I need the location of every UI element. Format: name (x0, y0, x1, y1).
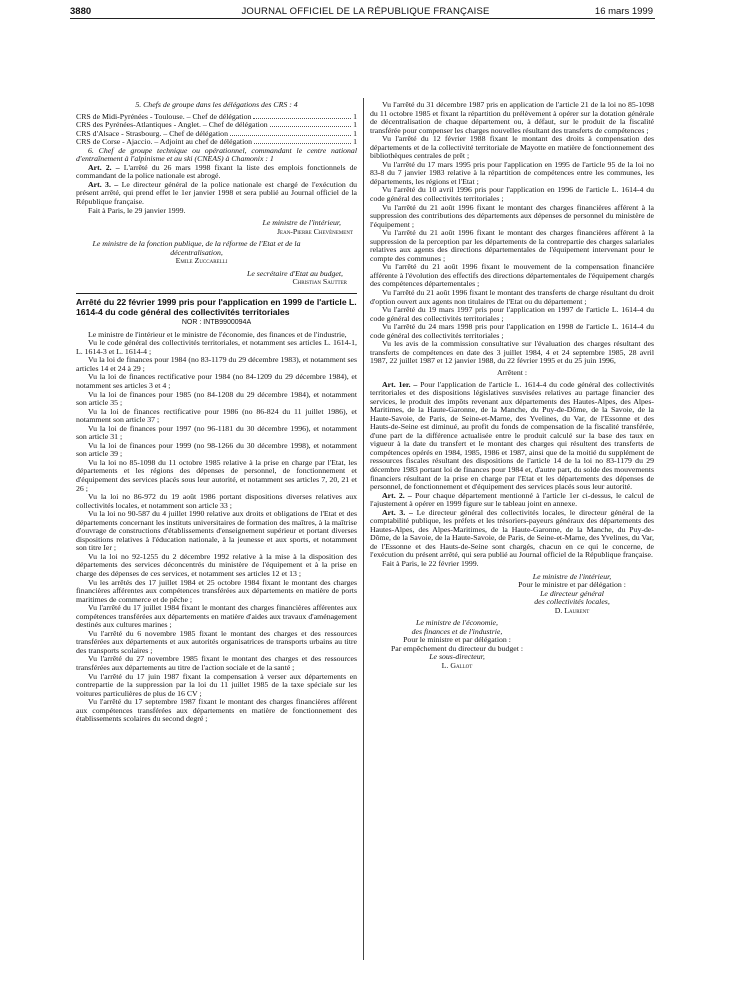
preamble (76, 331, 357, 724)
issue-date: 16 mars 1999 (594, 6, 653, 17)
preamble-continued (370, 101, 654, 366)
signature-block: Le ministre de l'intérieur, Jean-Pierre Chevènement Le ministre de la fonction publique, de la réforme de l'Etat et de la décentralisation, Emile Zuccarelli Le secrétaire d'Etat au budget, Christian Sautter (92, 218, 353, 287)
visa-paragraph: Vu l'arrêté du 17 juillet 1984 fixant le montant des charges financières afférentes aux compétences transférées aux départements en matière d'aides aux travaux d'aménagement destinés aux cultures marines ; (76, 603, 357, 630)
visa-paragraph: Le ministre de l'intérieur et le ministre de l'économie, des finances et de l'industrie, (88, 329, 347, 339)
visa-paragraph: Vu la loi de finances pour 1999 (no 98-1266 du 30 décembre 1998), et notamment son article 39 ; (76, 440, 357, 459)
arretent-heading: Arrêtent : (496, 367, 528, 377)
visa-paragraph: Vu l'arrêté du 31 décembre 1987 pris en application de l'article 21 de la loi no 85-1098 du 11 octobre 1985 et fixant la répartition du prélèvement à opérer sur la dotation générale de décentralisation de chaque département ou, à défaut, sur le produit de la fiscalité transférée pour compenser les charges nouvelles résultant des transferts de compétences ; (370, 100, 654, 135)
visa-paragraph: Vu l'arrêté du 27 novembre 1985 fixant le montant des charges et des ressources transférées aux départements au titre de l'action sociale et de la santé ; (76, 654, 357, 672)
visa-paragraph: Vu l'arrêté du 6 novembre 1985 fixant le montant des charges et des ressources transférées aux départements et aux autorités organisatrices de transports urbains au titre des transports scolaires ; (76, 628, 357, 655)
visa-paragraph: Vu la loi no 90-587 du 4 juillet 1990 relative aux droits et obligations de l'Etat et des départements concernant les instituts universitaires de formation des maîtres, à la maîtrise d'ouvrage de constructions d'établissements d'enseignement supérieur et portant diverses dispositions relatives à l'éducation nationale, à la jeunesse et aux sports, et notamment son titre Ier ; (76, 509, 357, 553)
visa-paragraph: Vu l'arrêté du 19 mars 1997 pris pour l'application en 1997 de l'article L. 1614-4 du code général des collectivités territoriales ; (370, 305, 654, 323)
section-separator (76, 293, 357, 294)
column-divider (363, 98, 364, 960)
visa-paragraph: Vu l'arrêté du 10 avril 1996 pris pour l'application en 1996 de l'article L. 1614-4 du code général des collectivités territoriales ; (370, 185, 654, 204)
visa-paragraph: Vu la loi de finances pour 1985 (no 84-1208 du 29 décembre 1984), et notamment son article 35 ; (76, 389, 357, 408)
visa-paragraph: Vu l'arrêté du 21 août 1996 fixant le montant des transferts de charge résultant du droit d'option ouvert aux agents non titulaires de l'Etat ou du département ; (370, 288, 654, 306)
left-column (76, 101, 357, 724)
page-number: 3880 (70, 6, 92, 17)
article-paragraph: Art. 2. – L'arrêté du 26 mars 1998 fixant la liste des emplois fonctionnels de commandant de la police nationale est abrogé. (76, 162, 357, 181)
visa-paragraph: Vu la loi no 86-972 du 19 août 1986 portant dispositions diverses relatives aux collectivités locales, et notamment son article 33 ; (76, 492, 357, 510)
visa-paragraph: Vu la loi no 92-1255 du 2 décembre 1992 relative à la mise à la disposition des départements des services déconcentrés du ministère de l'équipement et à la prise en charge des dépenses de ces services, et notamment ses articles 12 et 13 ; (76, 551, 357, 578)
journal-title: JOURNAL OFFICIEL DE LA RÉPUBLIQUE FRANÇAISE (241, 6, 490, 17)
visa-paragraph: Vu la loi de finances pour 1997 (no 96-1181 du 30 décembre 1996), et notamment son article 31 ; (76, 423, 357, 442)
list-item: CRS d'Alsace - Strasbourg. – Chef de délégation 1 (76, 128, 357, 138)
list-item: CRS des Pyrénées-Atlantiques - Anglet. – Chef de délégation 1 (76, 120, 357, 130)
visa-paragraph: Vu l'arrêté du 17 mars 1995 pris pour l'application en 1995 de l'article 95 de la loi no 83-8 du 7 janvier 1983 relative à la répartition de compétences entre les communes, les départements, les régions et l'Etat ; (370, 159, 654, 186)
visa-paragraph: Vu l'arrêté du 21 août 1996 fixant le montant des charges financières afférent à la suppression de la perception par les départements de la contrepartie des charges salariales relatives aux agents des directions départementales de l'équipement intervenant pour le compte des communes ; (370, 228, 654, 263)
visa-paragraph: Vu l'arrêté du 21 août 1996 fixant le mouvement de la compensation financière afférente à l'évolution des effectifs des directions départementales de l'équipement chargés des compétences départementales ; (370, 262, 654, 289)
article-paragraph: Art. 3. – Le directeur général des collectivités locales, le directeur général de la comptabilité publique, les préfets et les trésoriers-payeurs généraux des départements des Hautes-Alpes, des Alpes-Maritimes, de la Haute-Garonne, de la Manche, du Puy-de-Dôme, de la Savoie, de la Haute-Savoie, de Paris, de Seine-et-Marne, des Yvelines, du Var, de l'Essonne et des Hauts-de-Seine sont chargés, chacun en ce qui le concerne, de l'exécution du présent arrêté, qui sera publié au Journal officiel de la République française. (370, 507, 654, 560)
visa-paragraph: Vu les arrêtés des 17 juillet 1984 et 25 octobre 1984 fixant le montant des charges financières afférentes aux compétences transférées aux départements en matière de ports maritimes de commerce et de pêche ; (76, 577, 357, 604)
crs-list (76, 113, 357, 147)
article-paragraph: Art. 1er. – Pour l'application de l'article L. 1614-4 du code général des collectivités territoriales et des dispositions législatives susvisées relatives au partage financier des services, le produit des impôts revenant aux départements des Hautes-Alpes, des Alpes-Maritimes, de la Haute-Garonne, de la Manche, du Puy-de-Dôme, de la Savoie, de la Haute-Savoie, de Paris, de Seine-et-Marne, des Yvelines, du Var, de l'Essonne et des Hauts-de-Seine est diminué, au profit du fonds de compensation de la fiscalité transférée, d'une part de la différence actualisée entre le produit calculé sur la base des taux en vigueur à la date du transfert et le montant des charges qui résultent des transferts de compétences opérés en 1984, 1985, 1986 et 1987, ainsi que de la moitié du supplément de ressources fiscales résultant des dispositions de l'article 14 de la loi no 83-1179 du 29 décembre 1983 portant loi de finances pour 1984 et, d'autre part, du solde des mouvements financiers résultant de la prise en charge par l'Etat et les départements des dépenses de personnel, de fonctionnement et d'équipement des services placés sous leur autorité. (370, 379, 654, 492)
visa-paragraph: Vu l'arrêté du 17 juin 1987 fixant la compensation à verser aux départements en contrepartie de la suppression par la loi du 11 juillet 1985 de la taxe spéciale sur les voitures particulières de plus de 16 CV ; (76, 671, 357, 698)
right-column (370, 101, 654, 671)
visa-paragraph: Vu la loi de finances rectificative pour 1984 (no 84-1209 du 29 décembre 1984), et notamment ses articles 3 et 4 ; (76, 372, 357, 390)
visa-paragraph: Vu le code général des collectivités territoriales, et notamment ses articles L. 1614-1, L. 1614-3 et L. 1614-4 ; (76, 338, 357, 356)
nor-reference: NOR : INTB9900094A (181, 319, 252, 327)
decree-title: Arrêté du 22 février 1999 pris pour l'application en 1999 de l'article L. 1614-4 du code général des collectivités territoriales (76, 296, 357, 317)
group-heading: 6. Chef de groupe technique ou opérationnel, commandant le centre national d'entraînement à l'alpinisme et au ski (CNEAS) à Chamonix : 1 (76, 145, 357, 164)
article-paragraph: Art. 3. – Le directeur général de la police nationale est chargé de l'exécution du présent arrêté, qui prend effet le 1er janvier 1998 et sera publié au Journal officiel de la République française. (76, 179, 357, 207)
visa-paragraph: Vu la loi de finances pour 1984 (no 83-1179 du 29 décembre 1983), et notamment ses articles 14 et 24 à 29 ; (76, 355, 357, 373)
visa-paragraph: Vu la loi de finances rectificative pour 1986 (no 86-824 du 11 juillet 1986), et notamment son article 37 ; (76, 406, 357, 425)
signature-block: Le ministre de l'intérieur, Pour le ministre et par délégation : Le directeur général des collectivités locales, D. Laurent (518, 571, 626, 615)
done-at: Fait à Paris, le 29 janvier 1999. (88, 205, 186, 215)
visa-paragraph: Vu l'arrêté du 17 septembre 1987 fixant le montant des charges financières afférent aux compétences transférées aux départements en matière de fonctionnement des établissements scolaires du second degré ; (76, 697, 357, 724)
visa-paragraph: Vu l'arrêté du 12 février 1988 fixant le montant des droits à compensation des départements et de la collectivité territoriale de Mayotte en matière de fonctionnement des bibliothèques centrales de prêt ; (370, 134, 654, 161)
visa-paragraph: Vu l'arrêté du 24 mars 1998 pris pour l'application en 1998 de l'article L. 1614-4 du code général des collectivités territoriales ; (370, 322, 654, 340)
visa-paragraph: Vu la loi no 85-1098 du 11 octobre 1985 relative à la prise en charge par l'Etat, les départements et les régions des dépenses de personnel, de fonctionnement et d'équipement des services placés sous leur autorité, et notamment ses articles 7, 20, 21 et 26 ; (76, 457, 357, 493)
article-paragraph: Art. 2. – Pour chaque département mentionné à l'article 1er ci-dessus, le calcul de l'ajustement à opérer en 1999 figure sur le tableau joint en annexe. (370, 490, 654, 509)
list-item: CRS de Corse - Ajaccio. – Adjoint au chef de délégation 1 (76, 137, 357, 147)
signature-block: Le ministre de l'économie, des finances et de l'industrie, Pour le ministre et par délégation : Par empêchement du directeur du budget : Le sous-directeur, L. Gallot (390, 618, 524, 670)
done-at: Fait à Paris, le 22 février 1999. (382, 558, 479, 568)
header-rule (70, 18, 655, 19)
visa-paragraph: Vu les avis de la commission consultative sur l'évaluation des charges résultant des transferts de compétences en date des 3 juillet 1984, 4 et 24 septembre 1985, 28 avril 1987, 22 juillet 1987 et 12 janvier 1988, du 22 février 1995 et du 25 juin 1996, (370, 339, 654, 366)
group-heading: 5. Chefs de groupe dans les délégations des CRS : 4 (135, 100, 298, 109)
visa-paragraph: Vu l'arrêté du 21 août 1996 fixant le montant des charges financières afférent à la suppression des contributions des départements aux dépenses de personnel du ministère de l'équipement ; (370, 202, 654, 229)
list-item: CRS de Midi-Pyrénées - Toulouse. – Chef de délégation 1 (76, 111, 357, 121)
